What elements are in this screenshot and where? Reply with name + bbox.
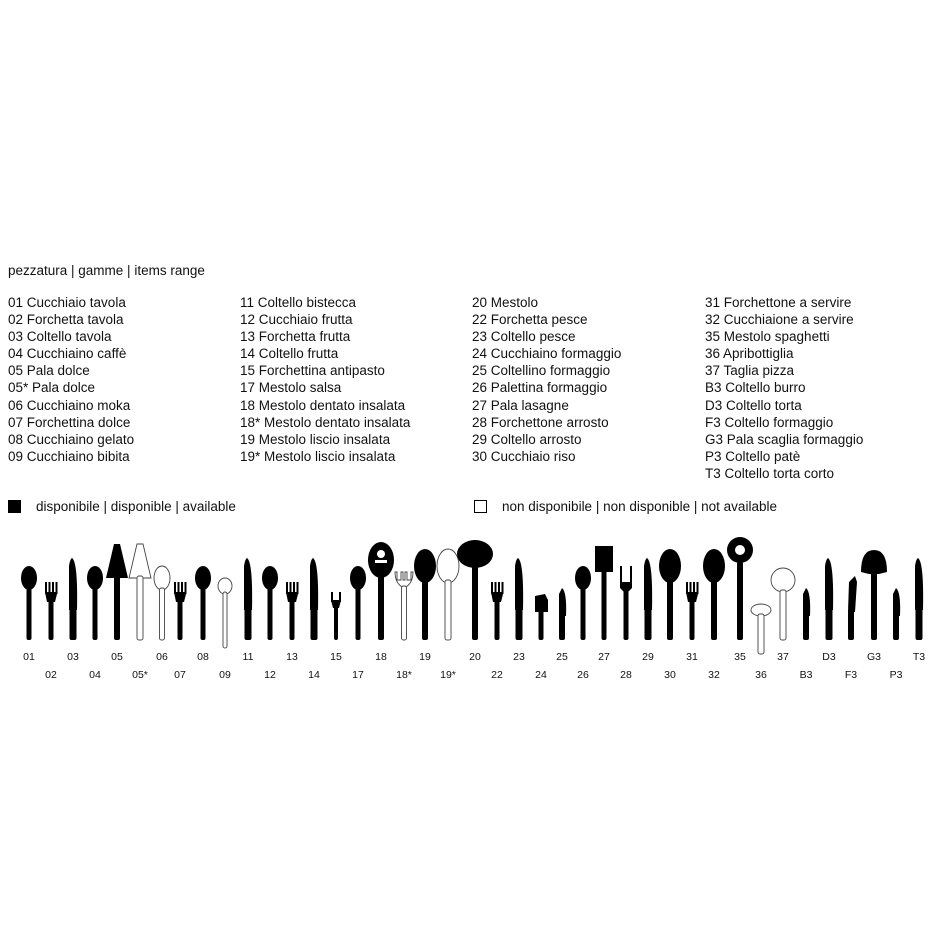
utensil-spoon-icon	[575, 566, 591, 640]
utensil-lasagne-icon	[595, 546, 613, 640]
item-entry: 28 Forchettone arrosto	[472, 414, 609, 430]
utensil-code-label: 01	[23, 651, 35, 663]
legend-available-label: disponibile | disponible | available	[36, 499, 236, 514]
item-entry: 30 Cucchiaio riso	[472, 448, 576, 464]
utensil-knife-icon	[69, 558, 77, 640]
item-entry: 18* Mestolo dentato insalata	[240, 414, 411, 430]
item-entry: G3 Pala scaglia formaggio	[705, 431, 864, 447]
utensil-fork-icon	[174, 582, 187, 640]
item-entry: 06 Cucchiaino moka	[8, 397, 131, 413]
item-entry: 09 Cucchiaino bibita	[8, 448, 130, 464]
utensil-code-label: 18	[375, 651, 387, 663]
utensil-knife-icon	[244, 558, 252, 640]
item-column-3	[472, 294, 621, 465]
item-entry: 32 Cucchiaione a servire	[705, 312, 854, 328]
utensil-slottedfork-icon	[395, 572, 413, 640]
utensil-code-label: 08	[197, 651, 209, 663]
item-column-1	[8, 294, 134, 465]
utensil-code-label: 06	[156, 651, 168, 663]
item-entry: 20 Mestolo	[472, 295, 539, 310]
utensil-cakeserver-icon	[129, 544, 151, 640]
page-title: pezzatura | gamme | items range	[8, 263, 205, 278]
utensil-fork-icon	[491, 582, 504, 640]
item-entry: 19 Mestolo liscio insalata	[240, 431, 391, 447]
utensil-bigspoon-icon	[437, 549, 459, 640]
utensil-code-label: 35	[734, 651, 746, 663]
utensil-code-label: 26	[577, 669, 589, 681]
item-entry: 03 Coltello tavola	[8, 329, 112, 345]
item-entry: 05 Pala dolce	[8, 363, 90, 379]
item-entry: 18 Mestolo dentato insalata	[240, 397, 406, 413]
utensil-code-label: 11	[242, 651, 254, 663]
utensil-silhouettes	[0, 530, 950, 690]
utensil-code-label: 28	[620, 669, 632, 681]
utensil-code-label: 37	[777, 651, 789, 663]
utensil-cheesespoon-icon	[535, 594, 548, 640]
utensil-code-label: 25	[556, 651, 568, 663]
utensil-code-label: P3	[889, 669, 903, 681]
utensil-code-label: 15	[330, 651, 342, 663]
utensil-code-label: 07	[174, 669, 186, 681]
utensil-smallknife-icon	[559, 588, 566, 640]
utensil-fork-icon	[686, 582, 699, 640]
utensil-code-label: 27	[598, 651, 610, 663]
utensil-code-label: 31	[686, 651, 698, 663]
item-entry: 17 Mestolo salsa	[240, 380, 342, 396]
utensil-spoon-icon	[195, 566, 211, 640]
item-entry: 12 Cucchiaio frutta	[240, 312, 353, 328]
utensil-fork-icon	[286, 582, 299, 640]
utensil-knife-icon	[310, 558, 318, 640]
empty-square-icon	[474, 500, 487, 513]
item-entry: 02 Forchetta tavola	[8, 312, 124, 328]
utensil-code-label: 22	[491, 669, 503, 681]
item-entry: 11 Coltello bistecca	[240, 295, 357, 310]
item-column-2	[240, 294, 410, 465]
utensil-spoon-icon	[262, 566, 278, 640]
item-entry: T3 Coltello torta corto	[705, 465, 835, 481]
utensil-code-label: 19*	[440, 669, 456, 681]
item-entry: 15 Forchettina antipasto	[240, 363, 385, 379]
utensil-code-label: 23	[513, 651, 525, 663]
utensil-pizzacutter-icon	[771, 568, 795, 640]
item-entry: P3 Coltello patè	[705, 448, 801, 464]
item-entry: 19* Mestolo liscio insalata	[240, 448, 396, 464]
legend-not-available-label: non disponibile | non disponible | not available	[502, 499, 777, 514]
utensil-cheeseknife-icon	[848, 576, 857, 640]
utensil-fork-icon	[45, 582, 58, 640]
utensil-code-label: 09	[219, 669, 231, 681]
utensil-knife-icon	[825, 558, 833, 640]
item-entry: 26 Palettina formaggio	[472, 380, 608, 396]
utensil-code-label: 12	[264, 669, 276, 681]
item-entry: 08 Cucchiaino gelato	[8, 431, 135, 447]
utensil-slottedladle-icon	[368, 542, 394, 640]
utensil-smallknife-icon	[893, 588, 900, 640]
utensil-spoon-icon	[154, 566, 170, 640]
item-entry: 14 Coltello frutta	[240, 346, 339, 362]
utensil-code-label: 03	[67, 651, 79, 663]
utensil-code-label: 24	[535, 669, 547, 681]
utensil-slicer-icon	[861, 550, 887, 640]
utensil-cakeserver-icon	[106, 544, 128, 640]
legend-available	[8, 499, 236, 514]
utensil-code-label: 29	[642, 651, 654, 663]
utensil-code-label: D3	[822, 651, 836, 663]
utensil-code-label: 14	[308, 669, 320, 681]
utensil-code-label: 05*	[132, 669, 148, 681]
utensil-knife-icon	[515, 558, 523, 640]
item-entry: 31 Forchettone a servire	[705, 295, 852, 310]
item-entry: B3 Coltello burro	[705, 380, 806, 396]
utensil-code-label: 18*	[396, 669, 412, 681]
utensil-longspoon-icon	[218, 578, 232, 648]
utensil-code-label: 30	[664, 669, 676, 681]
utensil-opener-icon	[751, 604, 771, 654]
utensil-code-label: 36	[755, 669, 767, 681]
item-entry: 37 Taglia pizza	[705, 363, 795, 379]
item-entry: 36 Apribottiglia	[705, 346, 794, 362]
utensil-code-label: 13	[286, 651, 298, 663]
utensil-carvingfork-icon	[620, 566, 632, 640]
utensil-knife-icon	[915, 558, 923, 640]
item-entry: 25 Coltellino formaggio	[472, 363, 611, 379]
item-entry: 27 Pala lasagne	[472, 397, 569, 413]
item-entry: 35 Mestolo spaghetti	[705, 329, 830, 345]
utensil-code-label: 32	[708, 669, 720, 681]
utensil-knife-icon	[644, 558, 652, 640]
utensil-spaghetti-icon	[727, 537, 753, 640]
utensil-code-label: 19	[419, 651, 431, 663]
utensil-smallfork-icon	[331, 592, 341, 640]
utensil-code-label: B3	[799, 669, 813, 681]
utensil-code-label: 17	[352, 669, 364, 681]
item-entry: 07 Forchettina dolce	[8, 414, 131, 430]
item-entry: F3 Coltello formaggio	[705, 414, 834, 430]
filled-square-icon	[8, 500, 21, 513]
utensil-code-label: 04	[89, 669, 101, 681]
item-entry: 23 Coltello pesce	[472, 329, 576, 345]
item-entry: 22 Forchetta pesce	[472, 312, 588, 328]
item-entry: 05* Pala dolce	[8, 380, 96, 396]
item-entry: 01 Cucchiaio tavola	[8, 295, 126, 310]
utensil-smallknife-icon	[803, 588, 810, 640]
utensil-code-label: F3	[844, 669, 858, 681]
utensil-code-label: G3	[866, 651, 882, 663]
utensil-ladle-icon	[457, 540, 493, 640]
utensil-bigspoon-icon	[414, 549, 436, 640]
utensil-spoon-icon	[350, 566, 366, 640]
item-entry: D3 Coltello torta	[705, 397, 802, 413]
utensil-code-label: 02	[45, 669, 57, 681]
item-entry: 13 Forchetta frutta	[240, 329, 351, 345]
item-entry: 24 Cucchiaino formaggio	[472, 346, 622, 362]
utensil-bigspoon-icon	[659, 549, 681, 640]
item-entry: 04 Cucchiaino caffè	[8, 346, 127, 362]
utensil-bigspoon-icon	[703, 549, 725, 640]
item-entry: 29 Coltello arrosto	[472, 431, 582, 447]
utensil-code-label: 05	[111, 651, 123, 663]
legend-not-available	[474, 499, 777, 514]
utensil-code-label: 20	[469, 651, 481, 663]
item-column-4	[705, 294, 863, 482]
utensil-spoon-icon	[87, 566, 103, 640]
utensil-code-label: T3	[912, 651, 926, 663]
utensil-spoon-icon	[21, 566, 37, 640]
